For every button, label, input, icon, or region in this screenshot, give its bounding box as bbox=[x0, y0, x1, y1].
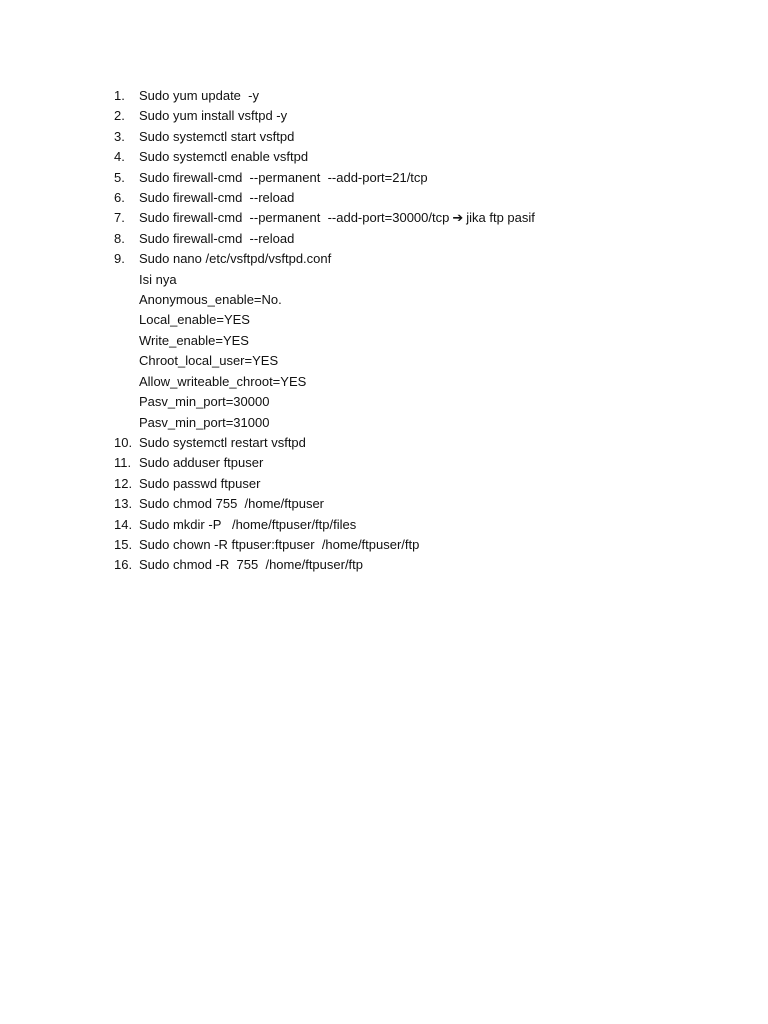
item-text: Sudo yum update -y bbox=[139, 88, 259, 103]
item-number: 10. bbox=[114, 434, 133, 450]
config-text: Chroot_local_user=YES bbox=[139, 353, 279, 369]
command-list bbox=[114, 86, 535, 576]
item-number: 9. bbox=[114, 251, 125, 267]
item-number: 13. bbox=[114, 496, 133, 512]
list-item bbox=[114, 127, 535, 147]
list-item bbox=[114, 168, 535, 188]
list-item bbox=[114, 249, 535, 269]
item-number: 6. bbox=[114, 190, 125, 206]
item-text: Sudo adduser ftpuser bbox=[139, 455, 264, 471]
item-number: 1. bbox=[114, 88, 125, 103]
list-item bbox=[114, 494, 535, 514]
item-text: Sudo systemctl start vsftpd bbox=[139, 128, 295, 144]
config-line bbox=[114, 290, 535, 310]
item-text: Sudo firewall-cmd --permanent --add-port=21/tcp bbox=[139, 169, 428, 185]
item-text: Sudo nano /etc/vsftpd/vsftpd.conf bbox=[139, 251, 332, 267]
config-line bbox=[114, 372, 535, 392]
config-text: Local_enable=YES bbox=[139, 312, 250, 328]
item-text: Sudo passwd ftpuser bbox=[139, 475, 261, 491]
list-item bbox=[114, 474, 535, 494]
right-arrow-icon: ➔ bbox=[452, 210, 464, 226]
item-text: Sudo systemctl restart vsftpd bbox=[139, 434, 306, 450]
item-text: Sudo firewall-cmd --reload bbox=[139, 230, 295, 246]
config-line bbox=[114, 331, 535, 351]
config-line bbox=[114, 310, 535, 330]
config-text: Pasv_min_port=31000 bbox=[139, 414, 270, 430]
config-line bbox=[114, 351, 535, 371]
list-item bbox=[114, 106, 535, 126]
list-item bbox=[114, 188, 535, 208]
list-item bbox=[114, 555, 535, 575]
config-line bbox=[114, 392, 535, 412]
item-number: 5. bbox=[114, 169, 125, 185]
list-item bbox=[114, 535, 535, 555]
item-text: Sudo systemctl enable vsftpd bbox=[139, 149, 309, 165]
item-note: jika ftp pasif bbox=[466, 210, 535, 226]
list-item bbox=[114, 229, 535, 249]
config-text: Write_enable=YES bbox=[139, 332, 249, 348]
item-number: 12. bbox=[114, 475, 133, 491]
item-number: 14. bbox=[114, 516, 133, 532]
item-text: Sudo yum install vsftpd -y bbox=[139, 108, 288, 124]
list-item bbox=[114, 86, 535, 106]
item-number: 11. bbox=[114, 455, 132, 471]
item-text: Sudo firewall-cmd --permanent --add-port=30000/tcp bbox=[139, 210, 450, 226]
item-number: 3. bbox=[114, 128, 125, 144]
item-number: 2. bbox=[114, 108, 125, 124]
item-number: 7. bbox=[114, 210, 125, 226]
config-text: Isi nya bbox=[139, 271, 177, 287]
config-text: Anonymous_enable=No. bbox=[139, 292, 282, 308]
item-text: Sudo mkdir -P /home/ftpuser/ftp/files bbox=[139, 516, 357, 532]
item-text: Sudo chown -R ftpuser:ftpuser /home/ftpuser/ftp bbox=[139, 536, 420, 552]
list-item bbox=[114, 147, 535, 167]
item-text: Sudo chmod 755 /home/ftpuser bbox=[139, 496, 325, 512]
config-text: Pasv_min_port=30000 bbox=[139, 394, 270, 410]
config-text: Allow_writeable_chroot=YES bbox=[139, 373, 307, 389]
list-item bbox=[114, 515, 535, 535]
item-text: Sudo chmod -R 755 /home/ftpuser/ftp bbox=[139, 557, 364, 573]
list-item bbox=[114, 453, 535, 473]
item-number: 16. bbox=[114, 557, 133, 573]
list-item bbox=[114, 433, 535, 453]
item-text: Sudo firewall-cmd --reload bbox=[139, 190, 295, 206]
item-number: 4. bbox=[114, 149, 125, 165]
config-line bbox=[114, 413, 535, 433]
list-item bbox=[114, 208, 535, 228]
config-line bbox=[114, 270, 535, 290]
item-number: 15. bbox=[114, 536, 133, 552]
item-number: 8. bbox=[114, 230, 125, 246]
